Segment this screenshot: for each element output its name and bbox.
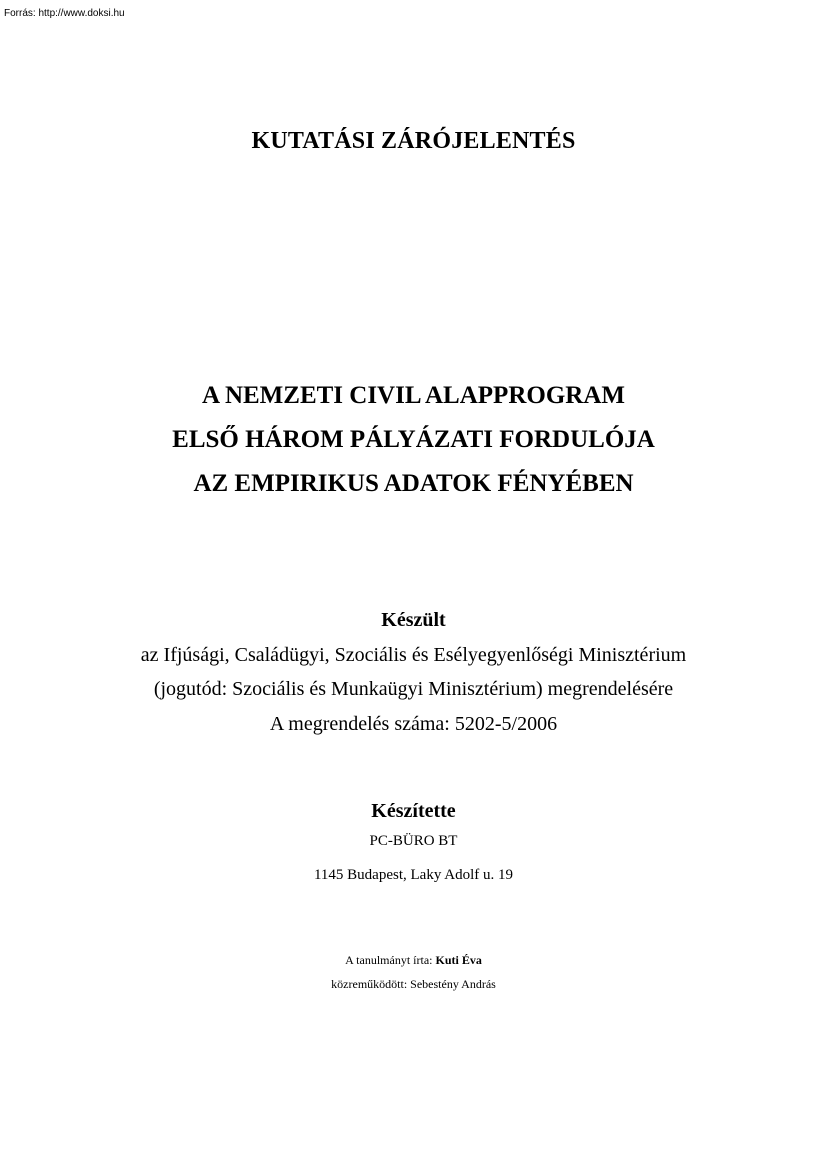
- main-title-line-3: AZ EMPIRIKUS ADATOK FÉNYÉBEN: [193, 470, 634, 497]
- prepared-section: [0, 603, 827, 741]
- order-number: A megrendelés száma: 5202-5/2006: [269, 712, 558, 735]
- report-title: KUTATÁSI ZÁRÓJELENTÉS: [251, 128, 576, 154]
- prepared-heading: Készült: [381, 609, 446, 631]
- main-title-line-1: A NEMZETI CIVIL ALAPPROGRAM: [202, 382, 625, 409]
- company-address: 1145 Budapest, Laky Adolf u. 19: [313, 867, 513, 883]
- author-line: [0, 948, 827, 972]
- source-note: Forrás: http://www.doksi.hu: [4, 8, 125, 19]
- author-label: A tanulmányt írta:: [345, 953, 436, 967]
- main-title: [0, 374, 827, 506]
- prepared-successor: (jogutód: Szociális és Munkaügyi Minisztérium) megrendelésére: [153, 678, 674, 700]
- made-by-section: [0, 797, 827, 885]
- contributor-line: közreműködött: Sebestény András: [331, 977, 496, 991]
- main-title-line-2: ELSŐ HÁROM PÁLYÁZATI FORDULÓJA: [172, 426, 655, 453]
- author-name: Kuti Éva: [435, 953, 482, 967]
- made-by-heading: Készítette: [371, 800, 456, 822]
- prepared-ministry: az Ifjúsági, Családügyi, Szociális és Esélyegyenlőségi Minisztérium: [140, 643, 687, 666]
- credits-section: [0, 948, 827, 996]
- company-name: PC-BÜRO BT: [369, 833, 458, 849]
